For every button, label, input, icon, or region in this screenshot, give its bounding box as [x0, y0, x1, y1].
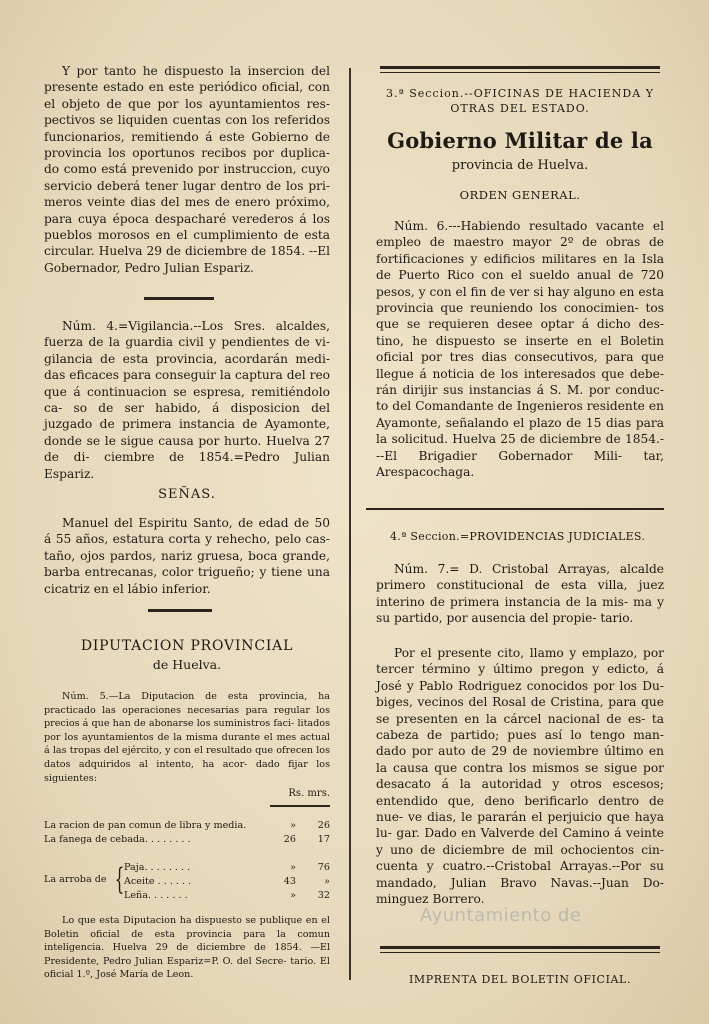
orden-general: ORDEN GENERAL.	[459, 188, 581, 202]
currency-header: Rs. mrs.	[288, 788, 330, 799]
gobierno-subtitle: provincia de Huelva.	[451, 158, 589, 173]
price-rs: »	[290, 819, 296, 831]
price-item: Aceite . . . . . .	[124, 875, 192, 887]
price-item: Leña. . . . . . .	[124, 889, 188, 901]
senas-title: SEÑAS.	[158, 487, 216, 502]
diputacion-closing: Lo que esta Diputacion ha dispuesto se publique en el Boletin oficial de esta provincia para la comun inteligencia. Huelva 29 de diciembre de 1854. —El Presidente, Pedro Julian Espariz=P. O. del Secre- tario. El oficial 1.º, José María de Leon.	[44, 915, 330, 981]
arroba-label: La arroba de	[44, 874, 107, 885]
brace-glyph: {	[114, 862, 125, 897]
watermark: Ayuntamiento de	[420, 905, 582, 926]
price-table	[44, 818, 330, 846]
price-mrs: 32	[317, 889, 330, 901]
circular-paragraph: Y por tanto he dispuesto la insercion del presente estado en este periódico oficial, con el objeto de que por los ayuntamientos res- pectivos se liquiden cuentas con los referidos funcionarios, remitiendo á este Gobierno de provincia los oportunos recibos por duplica- do como está prevenido por instruccion, cuyo servicio deberá tener lugar dentro de los pri- meros veinte dias del mes de enero próximo, para cuya época despacharé verederos á los pueblos morosos en el cumplimiento de esta circular. Huelva 29 de diciembre de 1854. --El Gobernador, Pedro Julian Espariz.	[44, 64, 330, 275]
price-item: Paja. . . . . . . .	[124, 861, 191, 873]
vigilancia-paragraph: Núm. 4.=Vigilancia.--Los Sres. alcaldes, fuerza de la guardia civil y pendientes de vi- gilancia de esta provincia, acordarán medi- das eficaces para conseguir la captura del reo que á continuacion se espresa, remitiéndolo ca- so de ser habido, á disposicion del juzgado de primera instancia de Ayamonte, donde se le sigue causa por hurto. Huelva 27 de di- ciembre de 1854.=Pedro Julian Espariz.	[44, 319, 330, 481]
price-rs: »	[290, 889, 296, 901]
diputacion-paragraph: Núm. 5.—La Diputacion de esta provincia, ha practicado las operaciones necesarias para regular los precios á que han de abonarse los suministros faci- litados por los ayuntamientos de la misma durante el mes actual á las tropas del ejército, y con el resultado que ofrecen los datos adquiridos al intento, ha acor- dado fijar los siguientes:	[44, 691, 330, 784]
section-rule	[366, 508, 664, 510]
section-rule	[144, 297, 214, 300]
table-row	[124, 860, 330, 874]
emplazamiento-paragraph: Por el presente cito, llamo y emplazo, por tercer término y último pregon y edicto, á José y Pablo Rodriguez conocidos por los Du- biges, vecinos del Rosal de Cristina, para que se presenten en la cárcel nacional de es- ta cabeza de partido; pues así lo tengo man- dado por auto de 29 de noviembre último en la causa que contra los mismos se sigue por desacato á la autoridad y otros escesos; entendido que, deno berificarlo dentro de nue- ve dias, le pararán el perjuicio que haya lu- gar. Dado en Valverde del Camino á veinte y uno de diciembre de mil ochocientos cin- cuenta y cuatro.--Cristobal Arrayas.--Por su mandado, Julian Bravo Navas.--Juan Do- minguez Borrero.	[376, 646, 664, 907]
top-rule-thin	[380, 72, 660, 73]
arrayas-intro: Núm. 7.= D. Cristobal Arrayas, alcalde primero constitucional de esta villa, juez interino de primera instancia de la mis- ma y su partido, por ausencia del propie- tario.	[376, 562, 664, 626]
top-rule	[380, 66, 660, 69]
price-rs: »	[290, 861, 296, 873]
price-mrs: »	[324, 875, 330, 887]
price-mrs: 26	[317, 819, 330, 831]
orden-paragraph: Núm. 6.---Habiendo resultado vacante el empleo de maestro mayor 2º de obras de fortificaciones y edificios militares en la Isla de Puerto Rico con el sueldo anual de 720 pesos, y con el fin de ver si hay alguno en esta provincia que reuniendo los conocimien- tos que se requieren desee optar á dicho des- tino, he dispuesto se inserte en el Boletin oficial por tres dias consecutivos, para que llegue á noticia de los interesados que debe- rán dirijir sus instancias á S. M. por conduc- to del Comandante de Ingenieros residente en Ayamonte, señalando el plazo de 15 dias para la solicitud. Huelva 25 de diciembre de 1854.---El Brigadier Gobernador Mili- tar, Arespacochaga.	[376, 219, 664, 480]
section-4-heading: 4.ª Seccion.=PROVIDENCIAS JUDICIALES.	[390, 530, 646, 543]
table-row	[124, 874, 330, 888]
price-mrs: 17	[317, 833, 330, 845]
table-rule	[270, 805, 330, 807]
bottom-rule	[380, 946, 660, 949]
price-item: La racion de pan comun de libra y media.	[44, 819, 247, 831]
table-row	[44, 832, 330, 846]
imprenta-footer: IMPRENTA DEL BOLETIN OFICIAL.	[408, 973, 632, 986]
price-rs: 43	[283, 875, 296, 887]
senas-description: Manuel del Espiritu Santo, de edad de 50 á 55 años, estatura corta y rehecho, pelo cas- taño, ojos pardos, nariz gruesa, boca grande, barba entrecanas, color trigueño; y tiene una cicatriz en el lábio inferior.	[44, 516, 330, 596]
diputacion-title: DIPUTACION PROVINCIAL	[80, 638, 294, 654]
price-mrs: 76	[317, 861, 330, 873]
section-rule	[148, 609, 212, 612]
bottom-rule-thin	[380, 952, 660, 953]
section-3-heading: 3.ª Seccion.--OFICINAS DE HACIENDA Y OTRAS DEL ESTADO.	[386, 87, 654, 115]
gobierno-title: Gobierno Militar de la	[387, 128, 653, 153]
price-item: La fanega de cebada. . . . . . . .	[44, 833, 191, 845]
column-divider	[349, 68, 351, 980]
arroba-table	[124, 860, 330, 902]
table-row	[44, 818, 330, 832]
diputacion-subtitle: de Huelva.	[152, 657, 222, 672]
table-row	[124, 888, 330, 902]
price-rs: 26	[283, 833, 296, 845]
